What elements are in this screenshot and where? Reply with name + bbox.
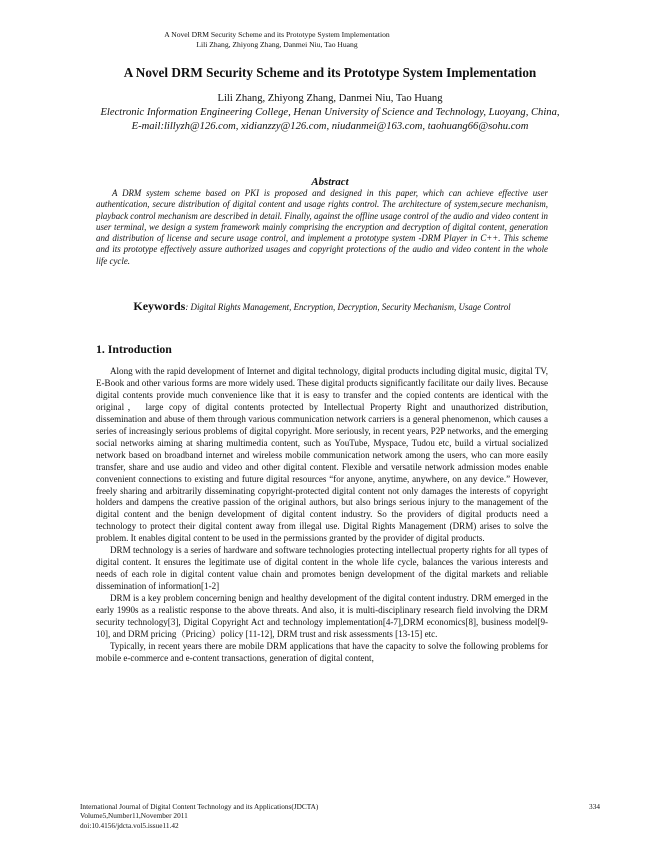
paper-title: A Novel DRM Security Scheme and its Prototype System Implementation [123, 65, 537, 80]
running-head-title: A Novel DRM Security Scheme and its Prototype System Implementation [164, 30, 390, 39]
body-paragraph: DRM is a key problem concerning benign and healthy development of the digital content industry. DRM emerged in the early 1990s as a realistic response to the above threats. And also, it is multi-disciplinary research field involving the DRM security technology[3], Digital Copyright Act and technology implementation[4-7],DRM economics[8], business model[9-10], and DRM pricing（Pricing）policy [11-12], DRM trust and risk assessments [13-15] etc. [96, 593, 548, 639]
page-number: 334 [589, 802, 600, 811]
footer-doi: doi:10.4156/jdcta.vol5.issue11.42 [80, 820, 179, 830]
section-body [96, 366, 548, 665]
section-heading: 1. Introduction [96, 342, 172, 356]
keywords [96, 300, 548, 313]
keywords-text: : Digital Rights Management, Encryption, Decryption, Security Mechanism, Usage Control [185, 302, 511, 312]
footer-journal: International Journal of Digital Content Technology and its Applications(JDCTA) [80, 802, 319, 811]
body-paragraph: Along with the rapid development of Internet and digital technology, digital products including digital music, digital TV, E-Book and other various forms are more widely used. These digital products significantly facilitate our daily lives. Because digital contents provide much convenience like that it is easy to transfer and the copied contents are identical with the original， large copy of digital contents protected by Intellectual Property Right and unauthorized distribution, dissemination and abuse of them through various communication network carriers is a general phenomenon, which causes a series of increasingly serious problems of digital copyright. More seriously, in recent years, P2P networks, and the emerging social networks aiming at sharing multimedia content, such as YouTube, Myspace, Tudou etc, build a virtual socialized network based on broadband internet and wireless mobile communication network among the users, who can more easily transfer, share and use audio and video and other digital content. Flexible and versatile network admission modes enable convenient connections to existing and future digital resources “for anyone, anytime, anywhere, on any device.” However, freely sharing and arbitrarily disseminating copyright-protected digital content not only damages the interests of copyright holders and dampens the creative passion of the original authors, but also brings serious injury to the management of the digital content and the benign development of digital content industry. So the providers of digital products need a technology to protect their digital content away from illegal use. Digital Rights Management (DRM) arises to solve the problem. It enables digital content to be used in the permissions granted by the provider of digital products. [96, 366, 548, 544]
running-head-authors: Lili Zhang, Zhiyong Zhang, Danmei Niu, Tao Huang [196, 39, 358, 49]
footer-volume: Volume5,Number11,November 2011 [80, 811, 188, 821]
abstract-text: A DRM system scheme based on PKI is proposed and designed in this paper, which can achieve effective user authentication, secure distribution of digital content and usage rights control. The architecture of system,secure mechanism, playback control mechanism are described in detail. Finally, against the offline usage control of the audio and video content in user terminal, we design a system framework mainly comprising the encryption and decryption of digital content, generation and distribution of license and secure usage control, and implement a prototype system -DRM Player in C++. This scheme and its prototype effectively assure authorized usages and copyright protections of the audio and video content in the whole life cycle. [96, 188, 548, 266]
body-paragraph: DRM technology is a series of hardware and software technologies protecting intellectual property rights for all types of digital content. It ensures the legitimate use of digital content in the whole life cycle, balances the various interests and needs of each role in digital content value chain and promotes benign development of the digital markets and reliable dissemination of information[1-2] [96, 545, 548, 592]
author-emails: E-mail:lillyzh@126.com, xidianzzy@126.com, niudanmei@163.com, taohuang66@sohu.com [131, 120, 529, 132]
affiliation: Electronic Information Engineering College, Henan University of Science and Technology, Luoyang, China, [100, 106, 560, 118]
running-head [0, 30, 660, 49]
body-paragraph: Typically, in recent years there are mobile DRM applications that have the capacity to solve the following problems for mobile e-commerce and e-content transactions, generation of digital content, [96, 640, 548, 663]
author-block [80, 92, 580, 133]
keywords-label: Keywords [133, 299, 186, 313]
author-names: Lili Zhang, Zhiyong Zhang, Danmei Niu, Tao Huang [217, 93, 443, 104]
abstract-heading: Abstract [311, 176, 349, 188]
page-footer [80, 802, 600, 830]
